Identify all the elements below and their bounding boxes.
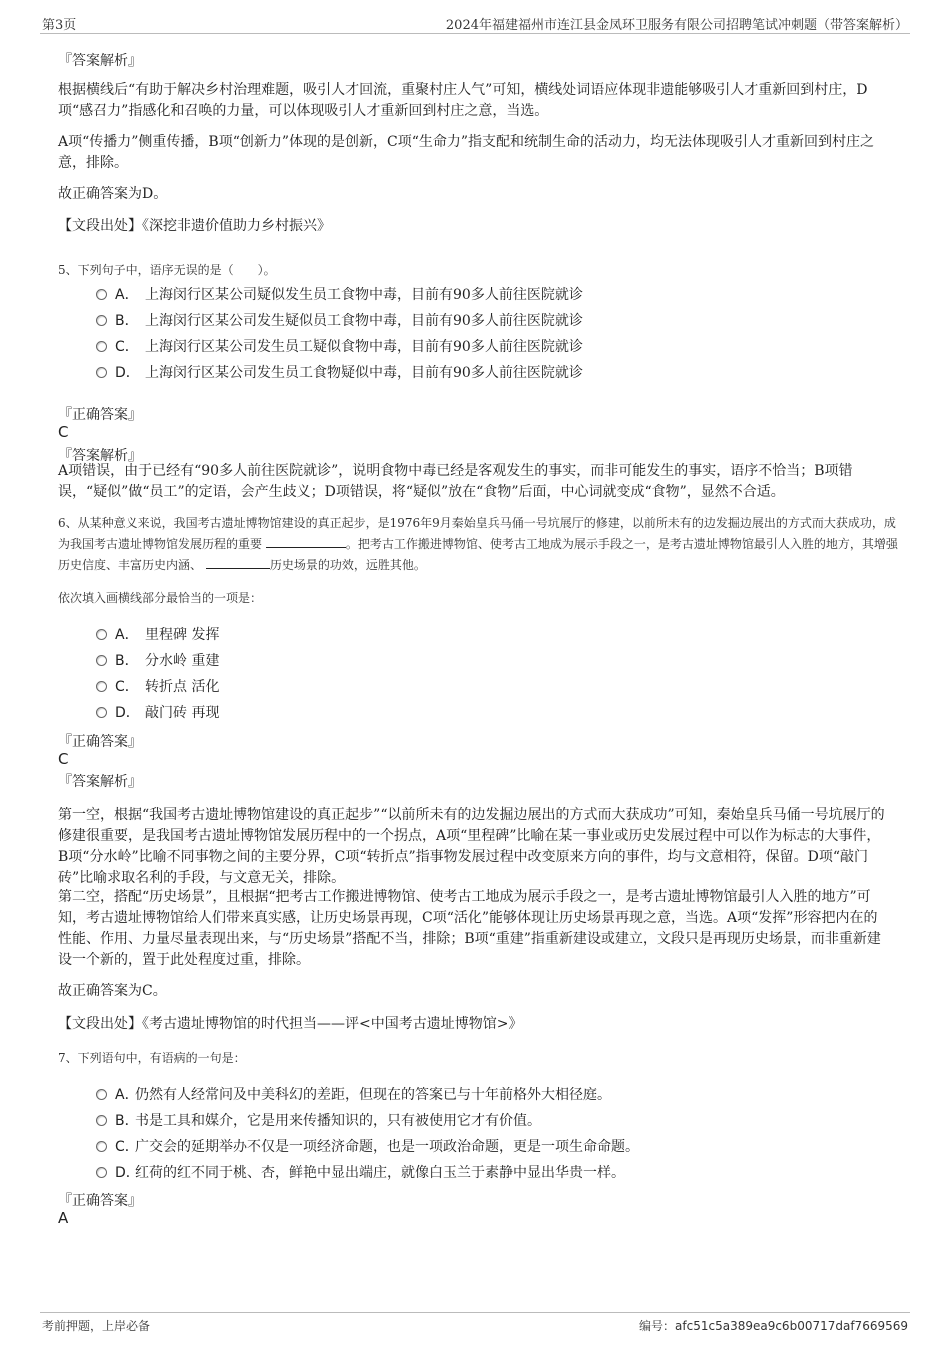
q5-option-c[interactable]: C． 上海闵行区某公司发生员工疑似食物中毒，目前有90多人前往医院就诊 [96,335,583,357]
q5-analysis: A项错误，由于已经有“90多人前往医院就诊”，说明食物中毒已经是客观发生的事实，而非可能发生的事实，语序不恰当；B项错误，“疑似”做“员工”的定语，会产生歧义；D项错误，将“疑似”放在“食物”后面，中心词就变成“食物”，显然不合适。 [58,463,853,500]
q6-conclusion: 故正确答案为C。 [58,983,167,999]
radio-icon[interactable] [96,1141,107,1152]
q5-analysis-label: 『答案解析』 [58,448,142,464]
q7-option-d[interactable]: D． 红荷的红不同于桃、杏，鲜艳中显出端庄，就像白玉兰于素静中显出华贵一样。 [96,1161,625,1183]
q6-option-a[interactable]: A． 里程碑 发挥 [96,623,219,645]
radio-icon[interactable] [96,629,107,640]
q6-analysis-p1: 第一空，根据“我国考古遗址博物馆建设的真正起步”“以前所未有的边发掘边展出的方式而大获成功”可知，秦始皇兵马俑一号坑展厅的修建很重要，是我国考古遗址博物馆发展历程中的一个拐点，A项“里程碑”比喻在某一事业或历史发展过程中可以作为标志的大事件，B项“分水岭”比喻不同事物之间的主要分界，C项“转折点”指事物发展过程中改变原来方向的事件，均与文意相符，保留。D项“敲门砖”比喻求取名利的手段，与文意无关，排除。 [58,807,885,886]
q6-answer-label: 『正确答案』 [58,734,142,750]
q7-answer: A [58,1209,69,1227]
radio-icon[interactable] [96,681,107,692]
q5-option-d[interactable]: D． 上海闵行区某公司发生员工食物疑似中毒，目前有90多人前往医院就诊 [96,361,583,383]
q6-analysis-label: 『答案解析』 [58,774,142,790]
radio-icon[interactable] [96,315,107,326]
radio-icon[interactable] [96,367,107,378]
q4-analysis-p1: 根据横线后“有助于解决乡村治理难题，吸引人才回流，重聚村庄人气”可知，横线处词语应体现非遗能够吸引人才重新回到村庄，D项“感召力”指感化和召唤的力量，可以体现吸引人才重新回到村庄之意，当选。 [58,82,868,119]
blank-2 [206,555,270,569]
q7-option-a[interactable]: A． 仍然有人经常问及中美科幻的差距，但现在的答案已与十年前格外大相径庭。 [96,1083,611,1105]
radio-icon[interactable] [96,655,107,666]
q4-analysis-p2: A项“传播力”侧重传播，B项“创新力”体现的是创新，C项“生命力”指支配和统制生命的活动力，均无法体现吸引人才重新回到村庄之意，排除。 [58,134,875,171]
q4-analysis-label: 『答案解析』 [58,53,142,69]
radio-icon[interactable] [96,289,107,300]
q7-answer-label: 『正确答案』 [58,1193,142,1209]
q5-answer: C [58,423,69,441]
q6-option-c[interactable]: C． 转折点 活化 [96,675,219,697]
document-title: 2024年福建福州市连江县金凤环卫服务有限公司招聘笔试冲刺题（带答案解析） [445,18,908,33]
page-header [40,14,910,34]
radio-icon[interactable] [96,1115,107,1126]
radio-icon[interactable] [96,1089,107,1100]
page-footer [40,1312,910,1334]
q6-instruction: 依次填入画横线部分最恰当的一项是： [58,591,263,605]
q7-stem: 7、下列语句中，有语病的一句是： [58,1051,246,1065]
document-code: 编号：afc51c5a389ea9c6b00717daf7669569 [639,1319,908,1333]
radio-icon[interactable] [96,341,107,352]
radio-icon[interactable] [96,1167,107,1178]
q4-source: 【文段出处】《深挖非遗价值助力乡村振兴》 [58,218,331,234]
blank-1 [266,534,346,548]
q6-stem: 6、从某种意义来说，我国考古遗址博物馆建设的真正起步，是1976年9月秦始皇兵马俑一号坑展厅的修建，以前所未有的边发掘边展出的方式而大获成功，成为我国考古遗址博物馆发展历程的重要 。把考古工作搬进博物馆、使考古工地成为展示手段之一，是考古遗址博物馆最引人入胜的地方，其增强历史信度、丰富历史内涵、 历史场景的功效，远胜其他。 [58,516,898,572]
q7-option-b[interactable]: B． 书是工具和媒介，它是用来传播知识的，只有被使用它才有价值。 [96,1109,541,1131]
q4-conclusion: 故正确答案为D。 [58,186,168,202]
q5-answer-label: 『正确答案』 [58,407,142,423]
footer-slogan: 考前押题，上岸必备 [42,1319,151,1333]
q5-option-b[interactable]: B． 上海闵行区某公司发生疑似员工食物中毒，目前有90多人前往医院就诊 [96,309,583,331]
q5-option-a[interactable]: A． 上海闵行区某公司疑似发生员工食物中毒，目前有90多人前往医院就诊 [96,283,583,305]
q6-option-d[interactable]: D． 敲门砖 再现 [96,701,219,723]
q6-option-b[interactable]: B． 分水岭 重建 [96,649,219,671]
q5-stem: 5、下列句子中，语序无误的是（ ）。 [58,263,276,277]
q7-option-c[interactable]: C． 广交会的延期举办不仅是一项经济命题，也是一项政治命题，更是一项生命命题。 [96,1135,639,1157]
q6-source: 【文段出处】《考古遗址博物馆的时代担当——评<中国考古遗址博物馆>》 [58,1016,523,1032]
radio-icon[interactable] [96,707,107,718]
q6-answer: C [58,750,69,768]
page-number: 第3页 [42,18,77,33]
q6-analysis-p2: 第二空，搭配“历史场景”，且根据“把考古工作搬进博物馆、使考古工地成为展示手段之一，是考古遗址博物馆最引人入胜的地方”可知，考古遗址博物馆给人们带来真实感，让历史场景再现，C项“活化”能够体现让历史场景再现之意，当选。A项“发挥”形容把内在的性能、作用、力量尽量表现出来，与“历史场景”搭配不当，排除；B项“重建”指重新建设或建立，文段只是再现历史场景，而非重新建设一个新的，置于此处程度过重，排除。 [58,889,881,968]
